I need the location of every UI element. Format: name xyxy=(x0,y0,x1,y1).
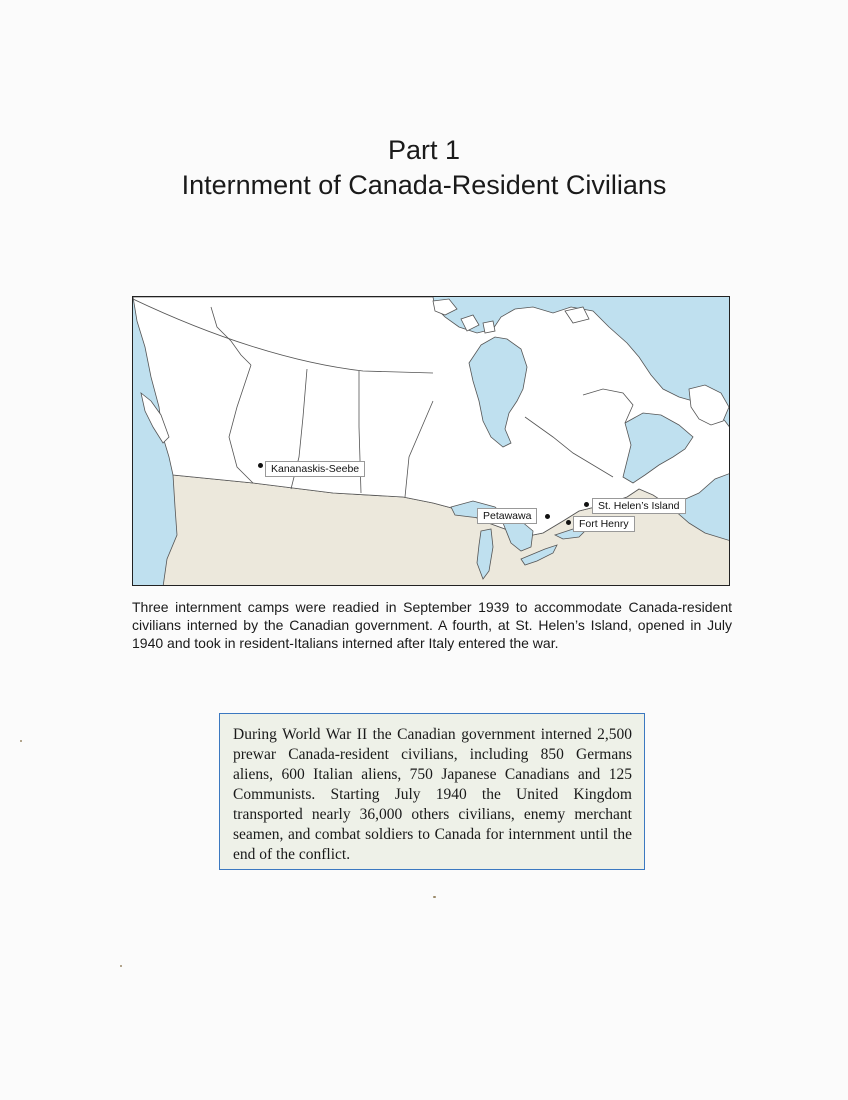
paper-speck xyxy=(20,740,22,742)
camp-marker-kananaskis xyxy=(258,463,263,468)
paper-speck xyxy=(120,965,122,967)
camp-label-kananaskis: Kananaskis-Seebe xyxy=(265,461,365,477)
camp-marker-fort-henry xyxy=(566,520,571,525)
arctic-island-3 xyxy=(483,321,495,333)
summary-box: During World War II the Canadian government interned 2,500 prewar Canada-resident civilians, including 850 Germans aliens, 600 Italian aliens, 750 Japanese Canadians and 125 Communists. Starting July 1940 the United Kingdom transported nearly 36,000 others civilians, enemy merchant seamen, and combat soldiers to Canada for internment until the end of the conflict. xyxy=(219,713,645,870)
camp-marker-st-helens xyxy=(584,502,589,507)
camp-marker-petawawa xyxy=(545,514,550,519)
page-title-part: Part 1 xyxy=(387,135,461,165)
map-drawing xyxy=(133,297,730,586)
camp-label-st-helens: St. Helen’s Island xyxy=(592,498,686,514)
map-caption: Three internment camps were readied in September 1939 to accommodate Canada-resident civilians interned by the Canadian government. A fourth, at St. Helen’s Island, opened in July 1940 and took in resident-Italians interned after Italy entered the war. xyxy=(132,599,732,651)
page-title: Internment of Canada-Resident Civilians xyxy=(181,170,667,200)
camp-label-petawawa: Petawawa xyxy=(477,508,537,524)
paper-speck xyxy=(433,896,436,898)
camp-label-fort-henry: Fort Henry xyxy=(573,516,635,532)
canada-internment-map xyxy=(132,296,730,586)
